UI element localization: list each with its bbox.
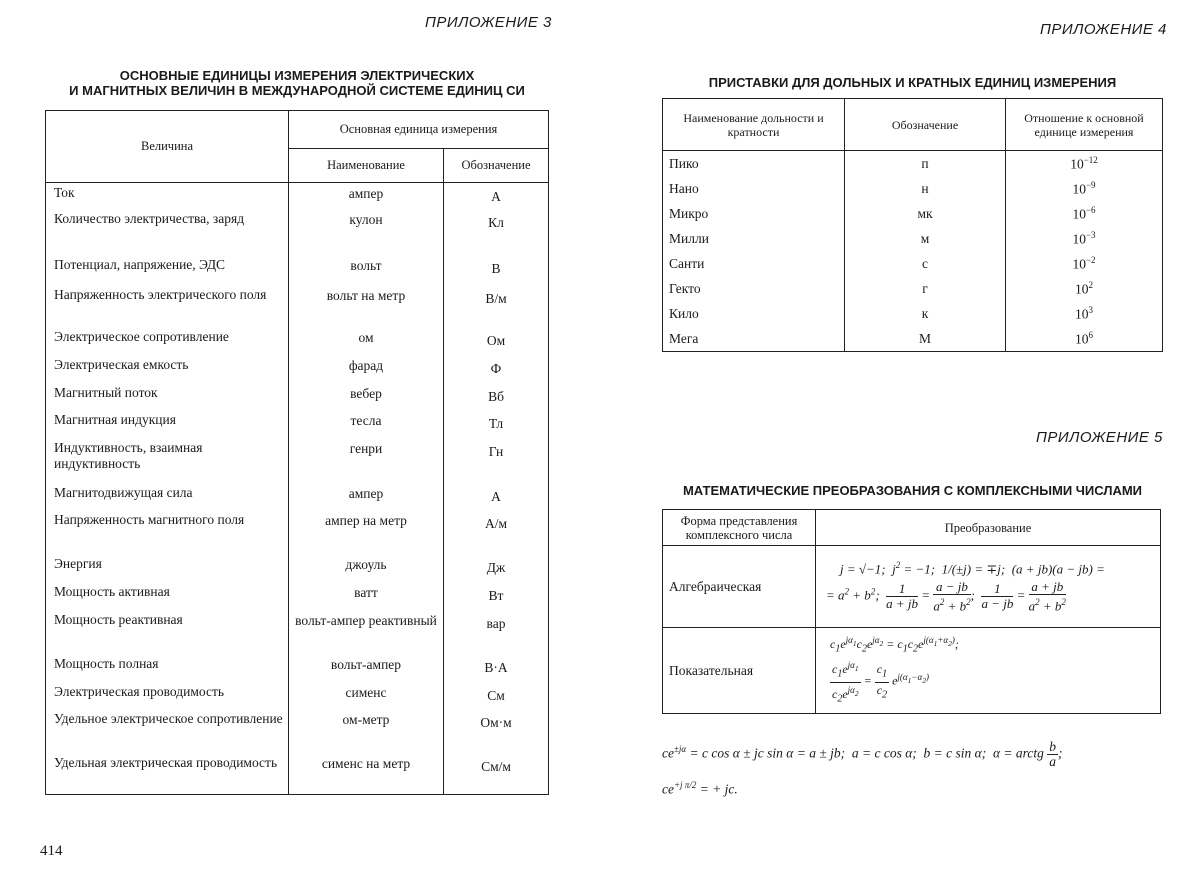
cell-prefix-symbol: М [845,326,1006,352]
cell-quantity: Удельное электрическое сопротивление [54,710,283,726]
appendix-4-heading: ПРИЛОЖЕНИЕ 4 [1040,21,1167,38]
cell-prefix-symbol: мк [845,201,1006,226]
cell-unit-name: вольт на метр [289,285,444,327]
cell-quantity: Мощность реактивная [54,611,183,627]
ratio-base: 10 [1072,181,1086,197]
form-exponential: Показательная [663,628,816,714]
table-row [46,483,549,510]
cell-quantity: Напряженность электрического поля [54,286,267,302]
cell-unit-name: ватт [289,582,444,610]
table-row [46,753,549,795]
table-row [663,276,1163,301]
header-prefix-name: Наименование дольности и кратности [663,99,845,151]
header-form: Форма представления комплексного числа [663,510,816,546]
ratio-exponent: −3 [1085,229,1096,240]
header-unit: Основная единица измерения [289,111,549,149]
ratio-base: 10 [1075,331,1089,347]
ratio-base: 10 [1072,256,1086,272]
ratio-base: 10 [1075,306,1089,322]
cell-prefix-name: Милли [669,230,709,246]
table-1-title [45,68,549,98]
ratio-base: 10 [1072,231,1086,247]
cell-prefix-ratio [1006,226,1163,251]
cell-prefix-ratio [1006,201,1163,226]
table-2-title: ПРИСТАВКИ ДЛЯ ДОЛЬНЫХ И КРАТНЫХ ЕДИНИЦ ИЗМЕРЕНИЯ [708,75,1117,90]
cell-quantity: Электрическое сопротивление [54,328,229,344]
cell-quantity: Мощность полная [54,655,159,671]
cell-prefix-ratio [1006,301,1163,326]
cell-unit-name: генри [289,438,444,483]
cell-prefix-symbol: м [845,226,1006,251]
cell-quantity: Потенциал, напряжение, ЭДС [54,256,226,272]
table-row [663,301,1163,326]
cell-prefix-symbol: г [845,276,1006,301]
ratio-exponent: −6 [1085,204,1096,215]
cell-quantity: Мощность активная [54,583,170,599]
table-row [46,654,549,682]
cell-unit-symbol: А [444,183,549,209]
cell-unit-symbol: Ом [444,327,549,355]
ratio-exponent: 6 [1088,329,1093,340]
cell-unit-name: вебер [289,383,444,410]
cell-prefix-name: Санти [669,255,705,271]
cell-prefix-name: Микро [669,205,709,221]
cell-unit-symbol: Ф [444,355,549,383]
cell-unit-symbol: Дж [444,554,549,582]
header-quantity: Величина [46,111,289,183]
header-unit-name: Наименование [289,149,444,183]
cell-prefix-symbol: с [845,251,1006,276]
table-row [46,410,549,438]
cell-prefix-name: Гекто [669,280,701,296]
cell-prefix-ratio [1006,251,1163,276]
cell-unit-symbol: См [444,682,549,709]
cell-unit-name: ом-метр [289,709,444,753]
cell-quantity: Количество электричества, заряд [54,210,245,226]
formula-algebraic: j = √−1; $j^2 = -1$; 1/(±j) = ∓j; (a + jb)(a − jb) = = $a^2 + b^2$; $\frac{1}{a + jb}$ = $\frac{a - jb}{a^2 + b^2}$ ; $\frac{1}{a - jb}$ = $\frac{a + jb}{a^2 + b^2}$ [816,546,1161,628]
cell-prefix-ratio [1006,326,1163,352]
appendix-3-heading: ПРИЛОЖЕНИЕ 3 [425,14,552,31]
cell-unit-symbol: В·А [444,654,549,682]
ratio-exponent: 3 [1088,304,1093,315]
cell-unit-name: вольт-ампер реактивный [289,610,444,654]
cell-unit-name: джоуль [289,554,444,582]
page-number: 414 [40,843,63,859]
appendix-5-heading: ПРИЛОЖЕНИЕ 5 [1036,429,1163,446]
ratio-base: 10 [1072,206,1086,222]
table-row [46,355,549,383]
cell-unit-name: сименс [289,682,444,709]
ratio-exponent: −9 [1085,179,1096,190]
cell-unit-symbol: вар [444,610,549,654]
table-row [46,610,549,654]
ratio-exponent: 2 [1088,279,1093,290]
si-units-table [45,110,549,795]
formula-exponential: $c_1e^{j\alpha_1}c_2e^{j\alpha_2} = c_1c_2e^{j(\alpha_1+\alpha_2)}$; $\frac{c_1e^{j\alpha_1}}{c_2e^{j\alpha_2}}$ = $\frac{c_1}{c_2}$ $e^{j(\alpha_1-\alpha_2)}$ [816,628,1161,714]
table-1-title-line2: И МАГНИТНЫХ ВЕЛИЧИН В МЕЖДУНАРОДНОЙ СИСТЕМЕ ЕДИНИЦ СИ [69,83,525,98]
cell-quantity: Электрическая емкость [54,356,189,372]
cell-prefix-name: Нано [669,180,699,196]
form-algebraic: Алгебраическая [663,546,816,628]
cell-unit-symbol: А [444,483,549,510]
cell-prefix-ratio [1006,151,1163,177]
cell-unit-symbol: Ом·м [444,709,549,753]
table-row [663,151,1163,177]
cell-unit-name: ампер на метр [289,510,444,554]
table-row [663,176,1163,201]
cell-unit-symbol: Вб [444,383,549,410]
table-row [663,201,1163,226]
cell-quantity: Магнитная индукция [54,411,176,427]
cell-unit-symbol: А/м [444,510,549,554]
euler-formula: $ce^{\pm j\alpha} = c$ cos α ± jc sin α = a ± jb; a = c cos α; b = c sin α; α = arctg $\frac{b}{a}$ ; [662,739,1063,769]
table-row [46,582,549,610]
cell-unit-symbol: Тл [444,410,549,438]
cell-unit-name: ампер [289,483,444,510]
cell-unit-symbol: В/м [444,285,549,327]
cell-quantity: Магнитный поток [54,384,158,400]
ratio-base: 10 [1070,156,1084,172]
table-row [46,327,549,355]
cell-prefix-name: Пико [669,155,699,171]
cell-unit-symbol: Вт [444,582,549,610]
ratio-exponent: −12 [1083,154,1098,165]
table-row [46,255,549,285]
exp-j-pi-formula: $ce^{+j \pi/2}$ = + jc. [662,780,738,797]
cell-unit-symbol: Кл [444,209,549,255]
table-row [46,510,549,554]
table-row [46,554,549,582]
cell-unit-name: ампер [289,183,444,209]
cell-quantity: Электрическая проводимость [54,683,225,699]
cell-prefix-symbol: к [845,301,1006,326]
table-3-title: МАТЕМАТИЧЕСКИЕ ПРЕОБРАЗОВАНИЯ С КОМПЛЕКСНЫМИ ЧИСЛАМИ [682,483,1143,498]
cell-quantity: Энергия [54,555,102,571]
table-row [663,251,1163,276]
table-row [46,709,549,753]
prefix-table [662,98,1163,352]
cell-unit-name: вольт-ампер [289,654,444,682]
table-row [663,226,1163,251]
header-prefix-symbol: Обозначение [845,99,1006,151]
ratio-exponent: −2 [1085,254,1096,265]
ratio-base: 10 [1075,281,1089,297]
table-row [46,438,549,483]
cell-unit-name: сименс на метр [289,753,444,795]
cell-quantity: Ток [54,185,75,200]
cell-quantity: Магнитодвижущая сила [54,484,193,500]
header-prefix-ratio: Отношение к основной единице измерения [1006,99,1163,151]
cell-unit-name: кулон [289,209,444,255]
table-row [46,183,549,209]
header-unit-symbol: Обозначение [444,149,549,183]
table-row [663,326,1163,352]
cell-unit-symbol: Гн [444,438,549,483]
cell-quantity: Индуктивность, взаимная индуктивность [54,439,203,471]
cell-unit-name: ом [289,327,444,355]
cell-prefix-symbol: п [845,151,1006,177]
cell-quantity: Удельная электрическая проводимость [54,754,278,770]
cell-prefix-name: Кило [669,305,699,321]
cell-prefix-name: Мега [669,330,699,346]
table-row [46,682,549,709]
table-row [46,285,549,327]
complex-numbers-table [662,509,1161,714]
table-row [46,209,549,255]
cell-quantity: Напряженность магнитного поля [54,511,245,527]
cell-unit-name: вольт [289,255,444,285]
header-transform: Преобразование [816,510,1161,546]
cell-unit-name: тесла [289,410,444,438]
cell-unit-symbol: В [444,255,549,285]
table-1-title-line1: ОСНОВНЫЕ ЕДИНИЦЫ ИЗМЕРЕНИЯ ЭЛЕКТРИЧЕСКИХ [119,68,475,83]
cell-unit-symbol: См/м [444,753,549,795]
cell-prefix-ratio [1006,276,1163,301]
cell-prefix-ratio [1006,176,1163,201]
cell-unit-name: фарад [289,355,444,383]
table-row [46,383,549,410]
cell-prefix-symbol: н [845,176,1006,201]
